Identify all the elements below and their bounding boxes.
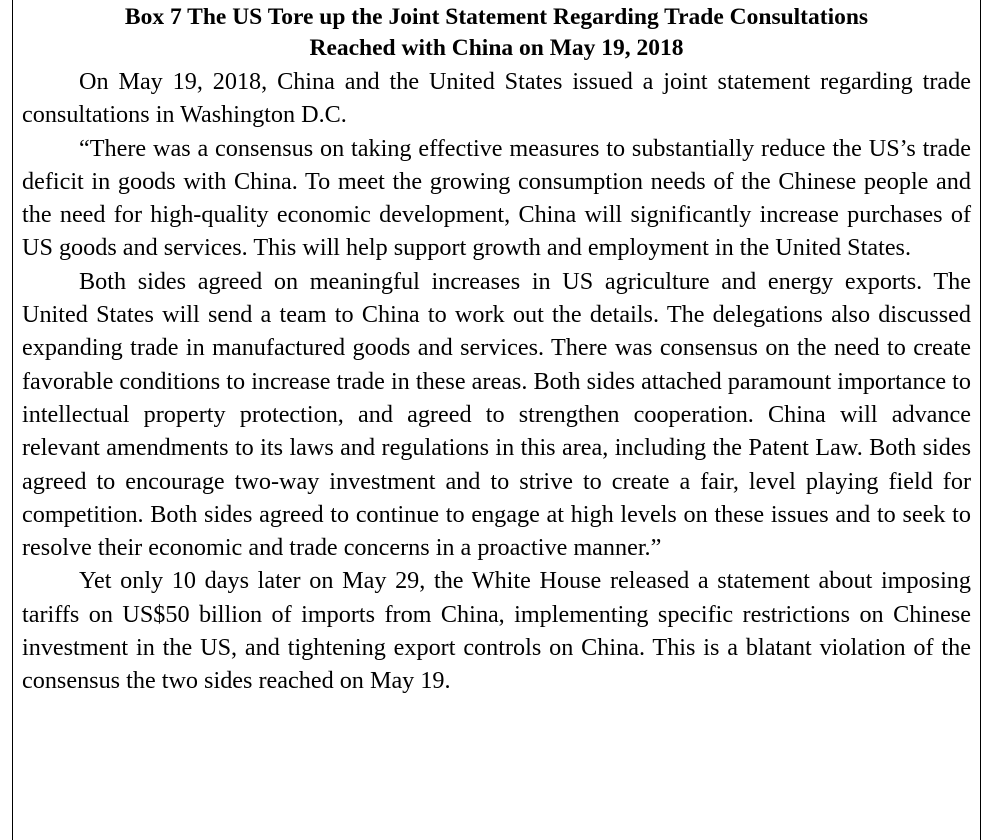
box-title-line-2: Reached with China on May 19, 2018 xyxy=(309,35,684,61)
box-title xyxy=(22,2,971,64)
text-box xyxy=(12,0,981,840)
paragraph-2: “There was a consensus on taking effective measures to substantially reduce the US’s trade deficit in goods with China. To meet the growing consumption needs of the Chinese people and the need for high-quality economic development, China will significantly increase purchases of US goods and services. This will help support growth and employment in the United States. xyxy=(22,134,971,262)
paragraph-3: Both sides agreed on meaningful increases in US agriculture and energy exports. The United States will send a team to China to work out the details. The delegations also discussed expanding trade in manufactured goods and services. There was consensus on the need to create favorable conditions to increase trade in these areas. Both sides attached paramount importance to intellectual property protection, and agreed to strengthen cooperation. China will advance relevant amendments to its laws and regulations in this area, including the Patent Law. Both sides agreed to encourage two-way investment and to strive to create a fair, level playing field for competition. Both sides agreed to continue to engage at high levels on these issues and to seek to resolve their economic and trade concerns in a proactive manner.” xyxy=(22,267,971,562)
box-title-line-1: Box 7 The US Tore up the Joint Statement Regarding Trade Consultations xyxy=(124,4,869,30)
paragraph-1: On May 19, 2018, China and the United States issued a joint statement regarding trade consultations in Washington D.C. xyxy=(22,68,971,129)
paragraph-4: Yet only 10 days later on May 29, the White House released a statement about imposing tariffs on US$50 billion of imports from China, implementing specific restrictions on Chinese investment in the US, and tightening export controls on China. This is a blatant violation of the consensus the two sides reached on May 19. xyxy=(22,567,971,695)
